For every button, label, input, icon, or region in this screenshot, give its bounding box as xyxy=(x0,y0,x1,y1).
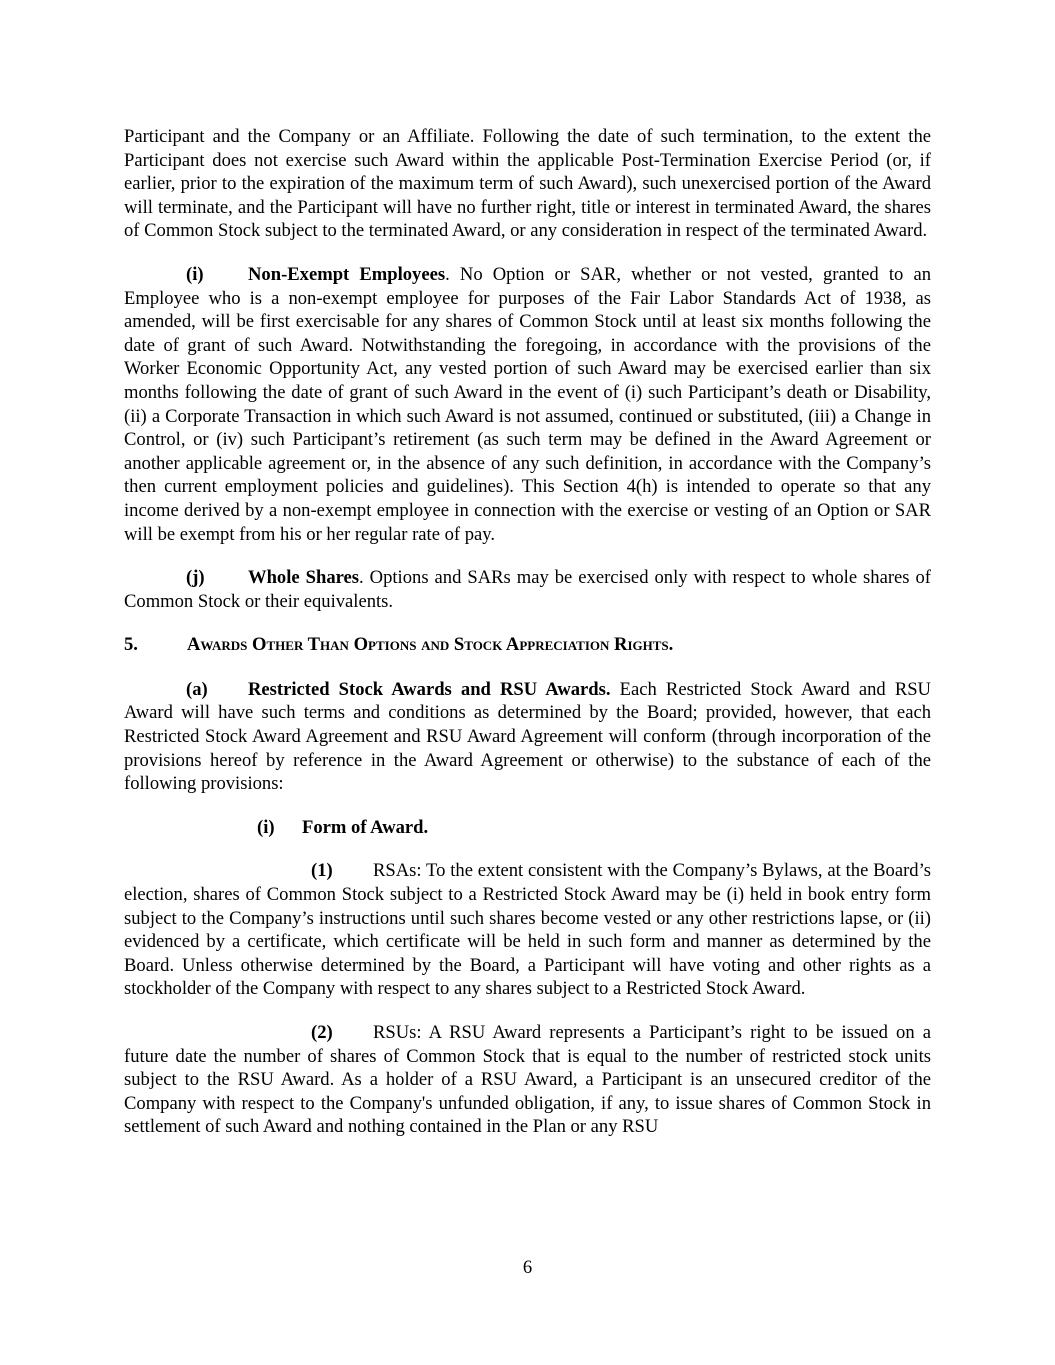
paragraph-body: . No Option or SAR, whether or not vested, granted to an Employee who is a non-exempt employee for purposes of the Fair Labor Standards Act of 1938, as amended, will be first exercisable for any shares of Common Stock until at least six months following the date of grant of such Award. Notwithstanding the foregoing, in accordance with the provisions of the Worker Economic Opportunity Act, any vested portion of such Award may be exercised earlier than six months following the date of grant of such Award in the event of (i) such Participant’s death or Disability, (ii) a Corporate Transaction in which such Award is not assumed, continued or substituted, (iii) a Change in Control, or (iv) such Participant’s retirement (as such term may be defined in the Award Agreement or another applicable agreement or, in the absence of any such definition, in accordance with the Company’s then current employment policies and guidelines). This Section 4(h) is intended to operate so that any income derived by a non-exempt employee in connection with the exercise or vesting of an Option or SAR will be exempt from his or her regular rate of pay. xyxy=(124,263,931,545)
paragraph-label: (i) xyxy=(186,263,204,285)
section-title: Awards Other Than Options and Stock Appreciation Rights. xyxy=(187,634,674,656)
paragraph-title: Whole Shares xyxy=(248,567,360,589)
subheading-form-of-award xyxy=(124,816,931,840)
section-5-heading xyxy=(124,633,931,658)
paragraph-whole-shares xyxy=(124,566,931,613)
paragraph-body: RSAs: To the extent consistent with the Company’s Bylaws, at the Board’s election, shares of Common Stock subject to a Restricted Stock Award may be (i) held in book entry form subject to the Company’s instructions until such shares become vested or any other restrictions lapse, or (ii) evidenced by a certificate, which certificate will be held in such form and manner as determined by the Board. Unless otherwise determined by the Board, a Participant will have voting and other rights as a stockholder of the Company with respect to any shares subject to a Restricted Stock Award. xyxy=(124,860,931,1000)
subheading-label: (i) xyxy=(257,816,275,838)
paragraph-label: (j) xyxy=(186,567,205,589)
paragraph-title: Non-Exempt Employees xyxy=(248,263,446,285)
paragraph-title: Restricted Stock Awards and RSU Awards. xyxy=(248,678,611,700)
paragraph-non-exempt-employees xyxy=(124,263,931,546)
document-page xyxy=(124,125,931,1159)
paragraph-label: (1) xyxy=(311,860,333,882)
continuation-paragraph: Participant and the Company or an Affiliate. Following the date of such termination, to the extent the Participant does not exercise such Award within the applicable Post-Termination Exercise Period (or, if earlier, prior to the expiration of the maximum term of such Award), such unexercised portion of the Award will terminate, and the Participant will have no further right, title or interest in terminated Award, the shares of Common Stock subject to the terminated Award, or any consideration in respect of the terminated Award. xyxy=(124,126,931,242)
subheading-title: Form of Award. xyxy=(302,816,429,838)
paragraph-label: (a) xyxy=(186,678,208,700)
paragraph-restricted-stock-awards xyxy=(124,678,931,796)
paragraph-body: . Options and SARs may be exercised only with respect to whole shares of Common Stock or their equivalents. xyxy=(124,567,931,612)
paragraph-label: (2) xyxy=(311,1022,333,1043)
paragraph-rsas xyxy=(124,859,931,1001)
section-number: 5. xyxy=(124,634,138,656)
paragraph-rsus xyxy=(124,1021,931,1139)
paragraph-body: RSUs: A RSU Award represents a Participant’s right to be issued on a future date the number of shares of Common Stock that is equal to the number of restricted stock units subject to the RSU Award. As a holder of a RSU Award, a Participant is an unsecured creditor of the Company with respect to the Company's unfunded obligation, if any, to issue shares of Common Stock in settlement of such Award and nothing contained in the Plan or any RSU xyxy=(124,1022,931,1138)
page-number: 6 xyxy=(522,1257,533,1278)
paragraph-body: Each Restricted Stock Award and RSU Award will have such terms and conditions as determined by the Board; provided, however, that each Restricted Stock Award Agreement and RSU Award Agreement will conform (through incorporation of the provisions hereof by reference in the Award Agreement or otherwise) to the substance of each of the following provisions: xyxy=(124,678,931,795)
